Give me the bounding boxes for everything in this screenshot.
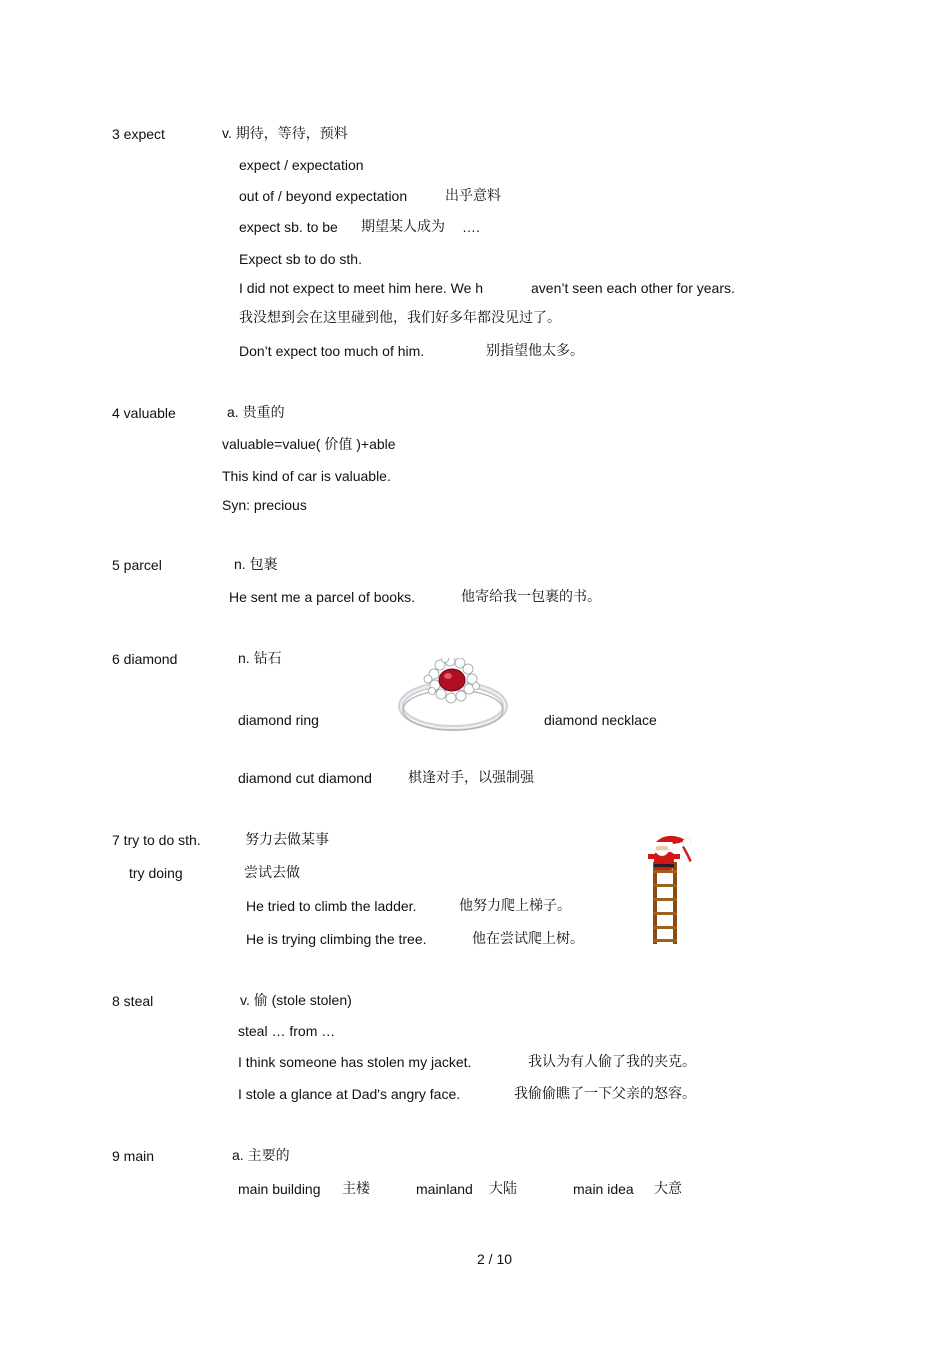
entry-valuable-synonym: Syn: precious <box>222 497 307 513</box>
entry-parcel-definition: n. 包裹 <box>234 556 278 572</box>
entry-try-example-translation: 他在尝试爬上树。 <box>472 930 584 946</box>
entry-steal-example: I think someone has stolen my jacket. <box>238 1054 472 1070</box>
entry-diamond-headword: 6 diamond <box>112 651 178 667</box>
entry-expect-example: Don’t expect too much of him. <box>239 343 425 359</box>
entry-expect-example-translation: 我没想到会在这里碰到他，我们好多年都没见过了。 <box>239 309 561 325</box>
entry-parcel-headword: 5 parcel <box>112 557 162 573</box>
entry-main-collocation-translation: 大意 <box>654 1180 682 1196</box>
page-number: 2 / 10 <box>477 1251 513 1267</box>
entry-try-subentry-definition: 尝试去做 <box>244 864 300 880</box>
entry-expect-example-cont: aven’t seen each other for years. <box>531 280 735 296</box>
entry-expect-phrase-translation: 期望某人成为 <box>361 218 445 234</box>
entry-main-definition: a. 主要的 <box>232 1147 290 1163</box>
entry-main-collocation-translation: 大陆 <box>489 1180 517 1196</box>
entry-main-collocation: main building <box>238 1181 321 1197</box>
entry-steal-example-translation: 我认为有人偷了我的夹克。 <box>528 1053 696 1069</box>
diamond-ring-image <box>398 658 508 736</box>
entry-expect-phrase-translation: 出乎意料 <box>445 187 501 203</box>
entry-expect-phrase: out of / beyond expectation <box>239 188 408 204</box>
entry-main-collocation: main idea <box>573 1181 634 1197</box>
entry-try-definition: 努力去做某事 <box>245 831 329 847</box>
entry-try-headword: 7 try to do sth. <box>112 832 201 848</box>
entry-expect-line: expect / expectation <box>239 157 364 173</box>
entry-steal-headword: 8 steal <box>112 993 154 1009</box>
entry-main-collocation-translation: 主楼 <box>342 1180 370 1196</box>
entry-expect-phrase: Expect sb to do sth. <box>239 251 362 267</box>
entry-parcel-example: He sent me a parcel of books. <box>229 589 415 605</box>
entry-diamond-definition: n. 钻石 <box>238 650 282 666</box>
entry-valuable-headword: 4 valuable <box>112 405 176 421</box>
entry-steal-example-translation: 我偷偷瞧了一下父亲的怒容。 <box>514 1085 696 1101</box>
entry-steal-definition: v. 偷 (stole stolen) <box>240 992 352 1008</box>
entry-main-collocation: mainland <box>416 1181 473 1197</box>
entry-expect-headword: 3 expect <box>112 126 165 142</box>
entry-expect-example-translation: 别指望他太多。 <box>486 342 584 358</box>
entry-try-example-translation: 他努力爬上梯子。 <box>459 897 571 913</box>
entry-try-example: He is trying climbing the tree. <box>246 931 427 947</box>
entry-diamond-collocation: diamond ring <box>238 712 319 728</box>
entry-steal-example: I stole a glance at Dad's angry face. <box>238 1086 461 1102</box>
entry-diamond-idiom-translation: 棋逢对手，以强制强 <box>408 769 534 785</box>
entry-valuable-formation: valuable=value( 价值 )+able <box>222 436 396 452</box>
entry-try-example: He tried to climb the ladder. <box>246 898 417 914</box>
entry-diamond-collocation: diamond necklace <box>544 712 657 728</box>
entry-valuable-example: This kind of car is valuable. <box>222 468 391 484</box>
entry-expect-definition: v. 期待，等待，预料 <box>222 125 348 141</box>
entry-main-headword: 9 main <box>112 1148 155 1164</box>
entry-valuable-definition: a. 贵重的 <box>227 404 285 420</box>
entry-try-subentry: try doing <box>129 865 183 881</box>
entry-steal-phrase: steal … from … <box>238 1023 336 1039</box>
entry-expect-phrase: expect sb. to be <box>239 219 338 235</box>
entry-parcel-example-translation: 他寄给我一包裹的书。 <box>461 588 601 604</box>
entry-expect-example: I did not expect to meet him here. We h <box>239 280 484 296</box>
santa-climbing-ladder-image <box>640 832 702 947</box>
entry-diamond-idiom: diamond cut diamond <box>238 770 372 786</box>
entry-expect-ellipsis: …. <box>462 219 480 235</box>
